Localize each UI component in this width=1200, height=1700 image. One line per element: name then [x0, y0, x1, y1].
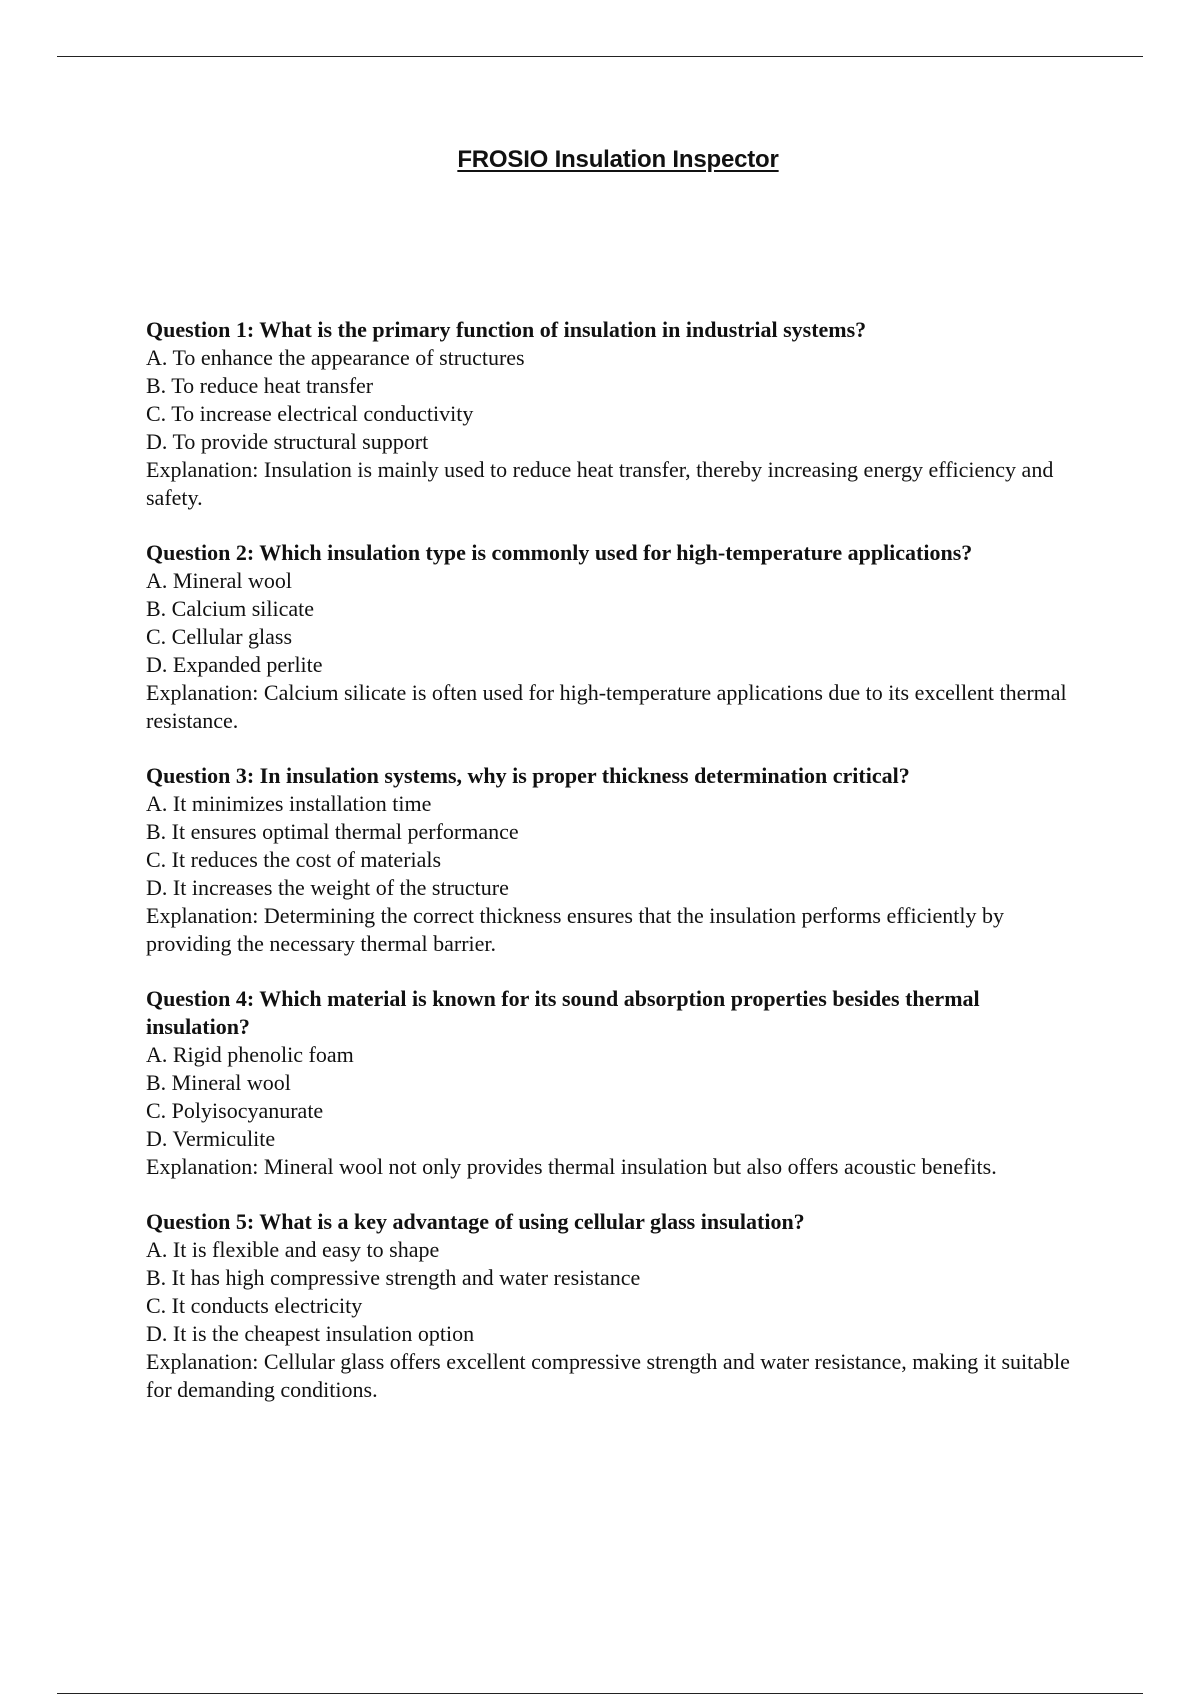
- option-b: B. It has high compressive strength and water resistance: [146, 1265, 641, 1290]
- document-title: FROSIO Insulation Inspector: [457, 146, 779, 173]
- option-c: C. It conducts electricity: [146, 1293, 363, 1318]
- option-b: B. Calcium silicate: [146, 596, 315, 621]
- question-3: [146, 762, 1086, 958]
- answer-options: [146, 1041, 1086, 1153]
- question-1: [146, 316, 1086, 512]
- explanation-text: Explanation: Determining the correct thickness ensures that the insulation performs efficiently by providing the necessary thermal barrier.: [146, 903, 1004, 956]
- answer-options: [146, 567, 1086, 679]
- question-text: Question 5: What is a key advantage of using cellular glass insulation?: [146, 1209, 805, 1234]
- option-d: D. It increases the weight of the structure: [146, 875, 509, 900]
- question-text: Question 1: What is the primary function of insulation in industrial systems?: [146, 317, 867, 342]
- option-b: B. It ensures optimal thermal performance: [146, 819, 519, 844]
- explanation-text: Explanation: Calcium silicate is often used for high-temperature applications due to its excellent thermal resistance.: [146, 680, 1067, 733]
- question-5: [146, 1208, 1086, 1404]
- explanation-text: Explanation: Cellular glass offers excellent compressive strength and water resistance, making it suitable for demanding conditions.: [146, 1349, 1070, 1402]
- option-d: D. Vermiculite: [146, 1126, 276, 1151]
- option-c: C. It reduces the cost of materials: [146, 847, 442, 872]
- option-d: D. Expanded perlite: [146, 652, 323, 677]
- option-b: B. Mineral wool: [146, 1070, 291, 1095]
- answer-options: [146, 790, 1086, 902]
- option-d: D. It is the cheapest insulation option: [146, 1321, 475, 1346]
- option-b: B. To reduce heat transfer: [146, 373, 374, 398]
- question-text: Question 3: In insulation systems, why is proper thickness determination critical?: [146, 763, 910, 788]
- question-4: [146, 985, 1086, 1181]
- option-a: A. It minimizes installation time: [146, 791, 432, 816]
- answer-options: [146, 1236, 1086, 1348]
- footer-rule: [57, 1693, 1143, 1694]
- question-list: [146, 316, 1086, 1431]
- option-a: A. It is flexible and easy to shape: [146, 1237, 440, 1262]
- option-a: A. Mineral wool: [146, 568, 293, 593]
- option-d: D. To provide structural support: [146, 429, 429, 454]
- option-a: A. Rigid phenolic foam: [146, 1042, 354, 1067]
- option-c: C. To increase electrical conductivity: [146, 401, 474, 426]
- option-c: C. Cellular glass: [146, 624, 293, 649]
- option-a: A. To enhance the appearance of structures: [146, 345, 525, 370]
- header-rule: [57, 56, 1143, 57]
- question-text: Question 4: Which material is known for its sound absorption properties besides thermal insulation?: [146, 986, 980, 1039]
- option-c: C. Polyisocyanurate: [146, 1098, 324, 1123]
- explanation-text: Explanation: Insulation is mainly used to reduce heat transfer, thereby increasing energy efficiency and safety.: [146, 457, 1054, 510]
- question-2: [146, 539, 1086, 735]
- explanation-text: Explanation: Mineral wool not only provides thermal insulation but also offers acoustic benefits.: [146, 1154, 997, 1179]
- answer-options: [146, 344, 1086, 456]
- question-text: Question 2: Which insulation type is commonly used for high-temperature applications?: [146, 540, 973, 565]
